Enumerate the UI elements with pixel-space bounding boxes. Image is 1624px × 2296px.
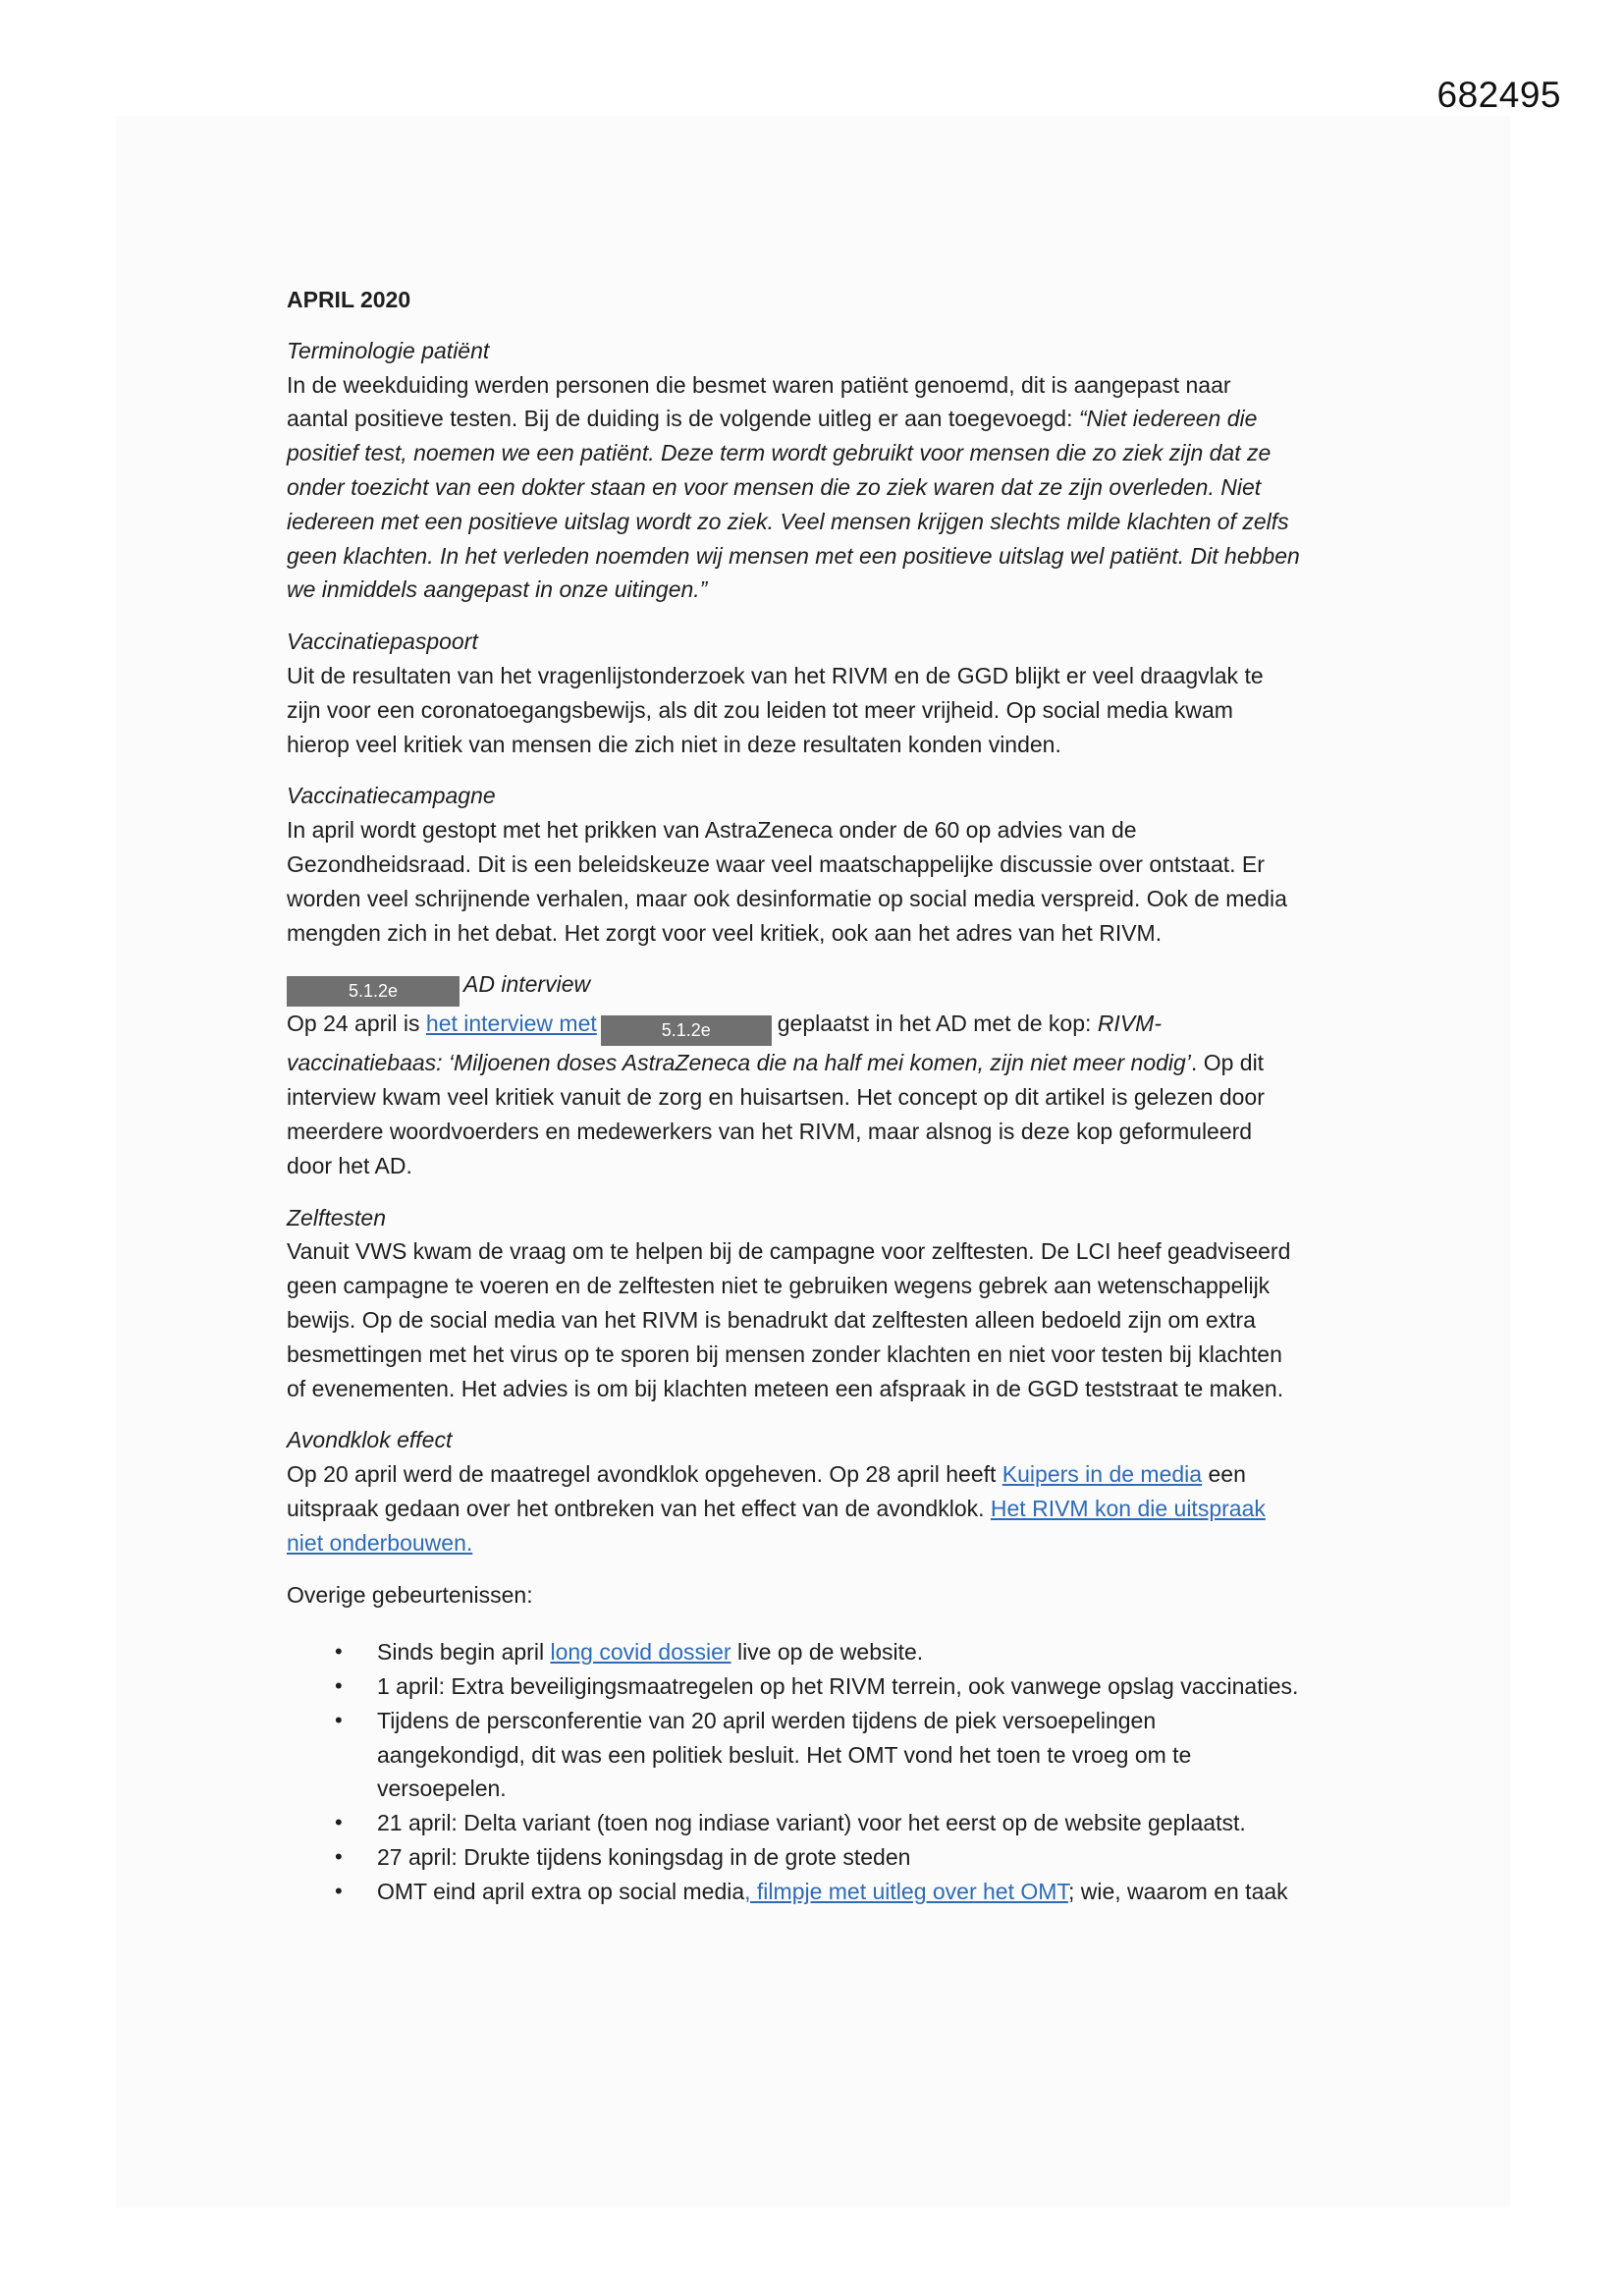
paragraph-line: In de weekduiding werden personen die besmet waren patiënt genoemd, dit is aangepast naar [287,371,1231,398]
list-item [287,1840,1357,1875]
paragraph-line [287,402,1357,436]
quote-line: onder toezicht van een dokter staan en voor mensen die zo ziek waren dat ze zijn overleden. Niet [287,473,1262,500]
list-item-text: aangekondigd, dit was een politiek besluit. Het OMT vond het toen te vroeg om te [377,1741,1192,1768]
paragraph-text: . Op dit [1190,1050,1265,1076]
paragraph-line: meerdere woordvoerders en medewerkers van het RIVM, maar alsnog is deze kop geformuleerd [287,1118,1253,1144]
quote-line: geen klachten. In het verleden noemden wij mensen met een positieve uitslag wel patiënt. Dit hebben [287,542,1300,569]
section-heading: Terminologie patiënt [287,337,490,363]
paragraph-text: Op 20 april werd de maatregel avondklok opgeheven. Op 28 april heeft [287,1461,1002,1488]
rivm-statement-link[interactable]: Het RIVM kon die uitspraak [990,1495,1266,1521]
paragraph-text: Op 24 april is [287,1011,426,1037]
document-body [287,283,1357,1909]
list-item-text: versoepelen. [377,1776,507,1802]
list-item-text: 1 april: Extra beveiligingsmaatregelen op het RIVM terrein, ook vanwege opslag vaccinaties. [377,1673,1299,1700]
interview-link[interactable]: het interview met [425,1011,597,1037]
redaction-box: 5.1.2e [601,1015,772,1046]
section-vaccinatiepaspoort [287,625,1357,761]
list-item [287,1806,1357,1840]
redaction-box: 5.1.2e [287,976,460,1007]
list-item [287,1635,1357,1669]
paragraph-line: of evenementen. Het advies is om bij klachten meteen een afspraak in de GGD teststraat te maken. [287,1375,1284,1401]
section-zelftesten [287,1201,1357,1406]
section-heading: Vaccinatiecampagne [287,783,496,809]
paragraph-line: Uit de resultaten van het vragenlijstonderzoek van het RIVM en de GGD blijkt er veel draagvlak te [287,662,1264,688]
paragraph-line: door het AD. [287,1152,412,1178]
section-overige [287,1578,1357,1909]
section-vaccinatiecampagne [287,779,1357,950]
paragraph-text: een [1202,1461,1246,1488]
section-terminologie [287,334,1357,607]
month-heading: APRIL 2020 [287,287,411,312]
section-heading: Zelftesten [287,1204,386,1230]
section-heading: Vaccinatiepaspoort [287,629,478,655]
paragraph-line: Vanuit VWS kwam de vraag om te helpen bij de campagne voor zelftesten. De LCI heef geadviseerd [287,1238,1291,1265]
quote-line: we inmiddels aangepast in onze uitingen.” [287,576,708,603]
list-item-text: live op de website. [731,1639,924,1666]
list-item-text: 27 april: Drukte tijdens koningsdag in de grote steden [377,1844,911,1871]
list-item [287,1875,1357,1909]
headline-text: vaccinatiebaas: ‘Miljoenen doses AstraZeneca die na half mei komen, zijn niet meer nodig’ [287,1050,1191,1076]
bullet-icon: • [335,1639,343,1665]
paragraph-line: hierop veel kritiek van mensen die zich niet in deze resultaten konden vinden. [287,731,1061,757]
section-heading: Avondklok effect [287,1427,453,1453]
paragraph-line [287,1457,1357,1492]
paragraph-text: uitspraak gedaan over het ontbreken van het effect van de avondklok. [287,1495,991,1521]
kuipers-media-link[interactable]: Kuipers in de media [1001,1461,1203,1488]
list-item-text: 21 april: Delta variant (toen nog indiase variant) voor het eerst op de website geplaatst. [377,1810,1246,1836]
list-item-text: Tijdens de persconferentie van 20 april werden tijdens de piek versoepelingen [377,1707,1157,1733]
paragraph-line: besmettingen met het virus op te sporen bij mensen zonder klachten en niet voor testen bij klachten [287,1340,1282,1367]
section-heading-row [287,967,1357,1007]
overige-heading: Overige gebeurtenissen: [287,1581,533,1608]
list-item [287,1669,1357,1704]
headline-text: RIVM- [1097,1011,1162,1037]
paragraph-line: geen campagne te voeren en de zelftesten niet te gebruiken wegens gebrek aan wetenschappelijk [287,1273,1271,1299]
paragraph-text: geplaatst in het AD met de kop: [777,1011,1098,1037]
list-item-text: Sinds begin april [377,1639,551,1666]
bullet-icon: • [335,1673,343,1699]
quote-line: iedereen met een positieve uitslag wordt zo ziek. Veel mensen krijgen slechts milde klachten of zelfs [287,508,1289,534]
quote-line: positief test, noemen we een patiënt. Deze term wordt gebruikt voor mensen die zo ziek zijn dat ze [287,440,1272,466]
omt-video-link[interactable]: , filmpje met uitleg over het OMT [744,1878,1068,1904]
paragraph-text: aantal positieve testen. Bij de duiding is de volgende uitleg er aan toegevoegd: [287,406,1079,432]
paragraph-line: zijn voor een coronatoegangsbewijs, als dit zou leiden tot meer vrijheid. Op social media kwam [287,696,1233,723]
list-item-text: ; wie, waarom en taak [1067,1878,1288,1904]
bullet-icon: • [335,1878,343,1903]
paragraph-line [287,1492,1357,1526]
document-id-number: 682495 [1436,75,1561,115]
paragraph-line [287,1007,1357,1046]
section-avondklok [287,1423,1357,1559]
quote-text: “Niet iedereen die [1078,406,1258,432]
paragraph-line: Gezondheidsraad. Dit is een beleidskeuze waar veel maatschappelijke discussie over ontstaat. Er [287,850,1265,877]
paragraph-line: In april wordt gestopt met het prikken van AstraZeneca onder de 60 op advies van de [287,817,1137,844]
paragraph-line: bewijs. Op de social media van het RIVM is benadrukt dat zelftesten alleen bedoeld zijn om extra [287,1306,1256,1333]
paragraph-line [287,1046,1357,1080]
bullet-icon: • [335,1844,343,1870]
list-item-text: OMT eind april extra op social media [377,1878,745,1904]
paragraph-line: interview kwam veel kritiek vanuit de zorg en huisartsen. Het concept op dit artikel is gelezen door [287,1084,1265,1111]
list-item [287,1704,1357,1806]
events-list [287,1635,1357,1908]
rivm-statement-link-continued[interactable]: niet onderbouwen. [287,1529,473,1556]
paragraph-line: mengden zich in het debat. Het zorgt voor veel kritiek, ook aan het adres van het RIVM. [287,919,1163,946]
bullet-icon: • [335,1707,343,1732]
paragraph-line: worden veel schrijnende verhalen, maar ook desinformatie op social media verspreid. Ook de media [287,885,1287,911]
bullet-icon: • [335,1810,343,1835]
paragraph-line [287,1526,1357,1560]
long-covid-dossier-link[interactable]: long covid dossier [550,1639,731,1666]
section-ad-interview [287,967,1357,1182]
section-heading: AD interview [463,971,591,998]
